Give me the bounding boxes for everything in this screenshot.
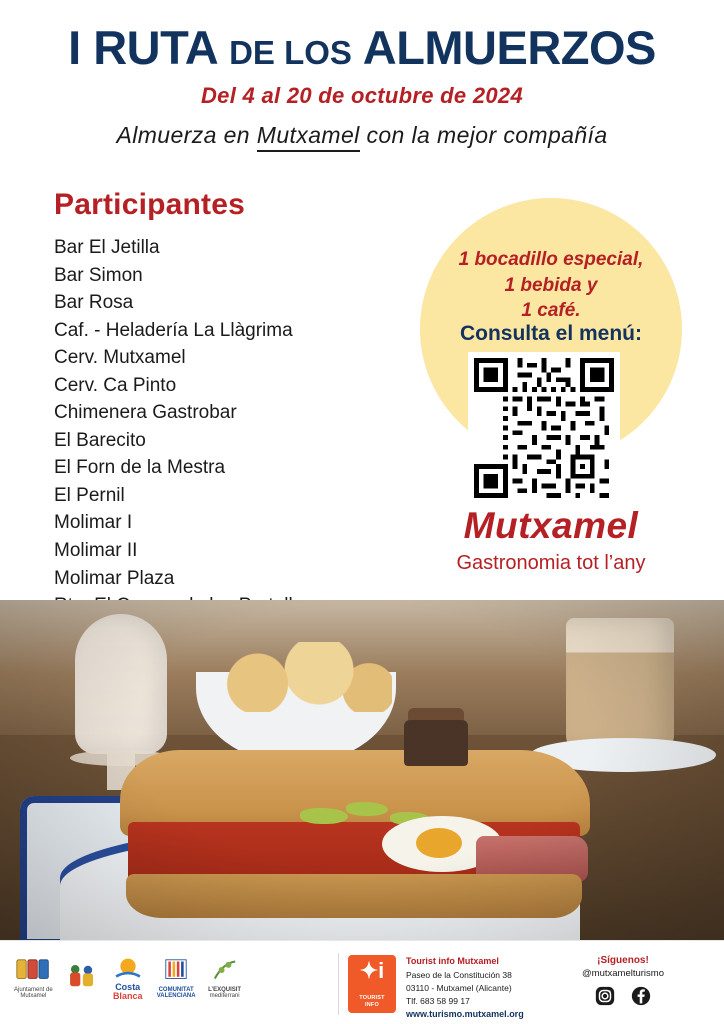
offer-line-1: 1 bocadillo especial,: [458, 249, 644, 270]
offer-text: [420, 247, 682, 324]
social-icons: [538, 985, 708, 1012]
olive-branch-icon: [208, 955, 242, 985]
list-item: Cerv. Ca Pinto: [54, 374, 177, 396]
generalitat-icon: [159, 955, 193, 985]
logo-caption: Ajuntament de Mutxamel: [14, 986, 53, 1000]
consulta-label: Consulta el menú:: [459, 322, 643, 345]
list-item: Molimar Plaza: [54, 567, 175, 589]
tourist-info-website[interactable]: www.turismo.mutxamel.org: [406, 1009, 524, 1020]
facebook-glyph: [630, 985, 652, 1007]
participants-heading: Participantes: [54, 188, 246, 221]
title-part-2: DE LOS: [229, 34, 352, 71]
tourist-info-icon: ✦i: [359, 958, 385, 983]
instagram-icon[interactable]: [594, 985, 616, 1012]
tourist-info-phone: Tlf. 683 58 99 17: [406, 996, 470, 1007]
sponsor-logos: [14, 953, 242, 1002]
list-item: Caf. - Heladería La Llàgrima: [54, 319, 293, 341]
qr-code-icon: [474, 358, 614, 498]
event-subtitle: [0, 122, 724, 149]
qr-code[interactable]: [468, 352, 620, 504]
tourist-info-title: Tourist info Mutxamel: [406, 956, 499, 966]
title-part-3: ALMUERZOS: [362, 21, 656, 74]
title-part-1: I RUTA: [68, 21, 217, 74]
event-dates: Del 4 al 20 de octubre de 2024: [200, 83, 524, 108]
logo-caption: L’EXQUISIT mediterrani: [208, 986, 242, 1000]
tourist-info-address-2: 03110 - Mutxamel (Alicante): [406, 983, 512, 994]
poster-footer: [0, 940, 724, 1024]
logo-costa-blanca: [111, 953, 145, 1002]
social-handle: @mutxamelturismo: [582, 968, 664, 979]
social-block: [538, 955, 708, 1012]
instagram-glyph: [594, 985, 616, 1007]
photo-vignette: [0, 600, 724, 940]
badge-line-1: TOURIST: [359, 995, 385, 1002]
list-item: Bar Simon: [54, 264, 143, 286]
list-item: Bar Rosa: [54, 292, 134, 314]
list-item: Chimenera Gastrobar: [54, 402, 237, 424]
list-item: El Pernil: [54, 484, 125, 506]
list-item: El Barecito: [54, 429, 146, 451]
coat-of-arms-icon: [16, 955, 50, 985]
list-item: El Forn de la Mestra: [54, 457, 226, 479]
offer-line-3: 1 café.: [521, 300, 581, 322]
logo-comunitat-valenciana: [157, 955, 196, 1001]
subtitle-post: con la mejor compañía: [359, 122, 608, 148]
poster-header: [0, 0, 724, 172]
brand-name: Mutxamel: [463, 505, 639, 546]
subtitle-pre: Almuerza en: [116, 122, 257, 148]
list-item: Molimar II: [54, 540, 138, 562]
follow-us-label: ¡Síguenos!: [597, 955, 649, 966]
subtitle-highlight: Mutxamel: [257, 122, 360, 152]
festival-figures-icon: [65, 961, 99, 991]
logo-caption: COMUNITAT VALENCIANA: [156, 986, 196, 1000]
brand-tagline: Gastronomia tot l’any: [456, 552, 646, 574]
tourist-info-logo: [348, 955, 396, 1013]
tourist-info-badge-text: [348, 995, 396, 1009]
logo-mutxamel-fiestas: [65, 961, 99, 993]
list-item: Bar El Jetilla: [54, 237, 160, 258]
logo-ajuntament-mutxamel: [14, 955, 53, 1001]
logo-caption: Costa Blanca: [112, 982, 143, 1002]
logo-exquisit-mediterrani: [208, 955, 242, 1001]
tourist-info-address-1: Paseo de la Constitución 38: [406, 969, 512, 980]
list-item: Cerv. Mutxamel: [54, 347, 186, 369]
offer-line-2: 1 bebida y: [504, 274, 598, 296]
sun-icon: [111, 953, 145, 983]
facebook-icon[interactable]: [630, 985, 652, 1012]
list-item: Molimar I: [54, 512, 133, 534]
tourist-info-text: [406, 955, 524, 1022]
footer-divider: [338, 953, 339, 1015]
page-title: [0, 21, 724, 74]
food-photo: [0, 600, 724, 940]
badge-line-2: INFO: [365, 1002, 379, 1009]
tourist-info-block: [348, 955, 524, 1022]
